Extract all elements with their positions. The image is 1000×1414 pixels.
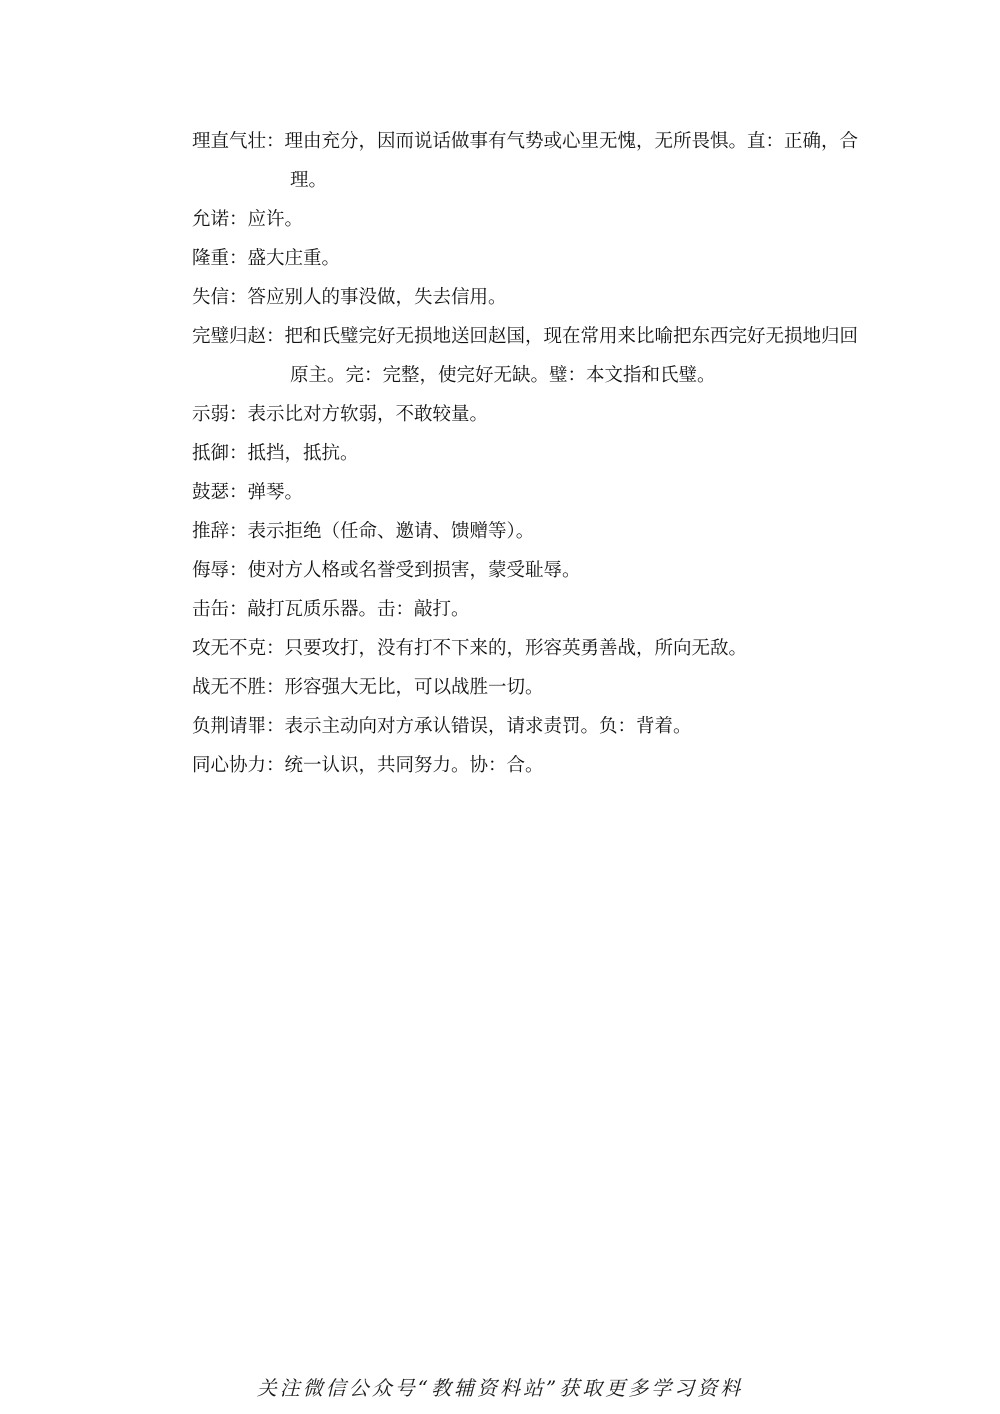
list-item: 战无不胜：形容强大无比，可以战胜一切。 — [192, 677, 544, 698]
list-item: 负荆请罪：表示主动向对方承认错误，请求责罚。负：背着。 — [192, 716, 692, 737]
list-item: 完璧归赵：把和氏璧完好无损地送回赵国，现在常用来比喻把东西完好无损地归回原主。完：完整，使完好无缺。璧：本文指和氏璧。 — [192, 326, 859, 386]
footer-promo-text: 关注微信公众号“教辅资料站”获取更多学习资料 — [256, 1376, 744, 1400]
term: 示弱 — [192, 404, 230, 425]
list-item: 侮辱：使对方人格或名誉受到损害，蒙受耻辱。 — [192, 560, 581, 581]
definition: 抵挡，抵抗。 — [247, 443, 359, 464]
definition: 表示主动向对方承认错误，请求责罚。负：背着。 — [284, 716, 692, 737]
term: 抵御 — [192, 443, 230, 464]
definition: 只要攻打，没有打不下来的，形容英勇善战，所向无敌。 — [284, 638, 748, 659]
term: 同心协力 — [192, 755, 267, 776]
term: 负荆请罪 — [192, 716, 267, 737]
list-item: 同心协力：统一认识，共同努力。协：合。 — [192, 755, 544, 776]
term: 鼓瑟 — [192, 482, 230, 503]
term: 允诺 — [192, 209, 230, 230]
glossary-list — [192, 122, 872, 785]
definition: 敲打瓦质乐器。击：敲打。 — [247, 599, 470, 620]
definition: 弹琴。 — [247, 482, 304, 503]
list-item: 示弱：表示比对方软弱，不敢较量。 — [192, 404, 489, 425]
list-item: 允诺：应许。 — [192, 209, 304, 230]
definition: 形容强大无比，可以战胜一切。 — [284, 677, 544, 698]
definition: 理由充分，因而说话做事有气势或心里无愧，无所畏惧。直：正确，合理。 — [284, 131, 859, 191]
term: 击缶 — [192, 599, 230, 620]
term: 战无不胜 — [192, 677, 267, 698]
definition: 盛大庄重。 — [247, 248, 341, 269]
list-item: 鼓瑟：弹琴。 — [192, 482, 304, 503]
list-item: 抵御：抵挡，抵抗。 — [192, 443, 359, 464]
term: 失信 — [192, 287, 230, 308]
term: 攻无不克 — [192, 638, 267, 659]
list-item: 理直气壮：理由充分，因而说话做事有气势或心里无愧，无所畏惧。直：正确，合理。 — [192, 131, 859, 191]
definition: 表示拒绝（任命、邀请、馈赠等）。 — [247, 521, 535, 542]
list-item: 隆重：盛大庄重。 — [192, 248, 341, 269]
definition: 使对方人格或名誉受到损害，蒙受耻辱。 — [247, 560, 581, 581]
definition: 应许。 — [247, 209, 304, 230]
term: 隆重 — [192, 248, 230, 269]
list-item: 击缶：敲打瓦质乐器。击：敲打。 — [192, 599, 470, 620]
definition: 表示比对方软弱，不敢较量。 — [247, 404, 489, 425]
term: 理直气壮 — [192, 131, 267, 152]
definition: 答应别人的事没做，失去信用。 — [247, 287, 507, 308]
term: 推辞 — [192, 521, 230, 542]
term: 侮辱 — [192, 560, 230, 581]
term: 完璧归赵 — [192, 326, 267, 347]
list-item: 失信：答应别人的事没做，失去信用。 — [192, 287, 507, 308]
definition: 统一认识，共同努力。协：合。 — [284, 755, 544, 776]
list-item: 攻无不克：只要攻打，没有打不下来的，形容英勇善战，所向无敌。 — [192, 638, 748, 659]
definition: 把和氏璧完好无损地送回赵国，现在常用来比喻把东西完好无损地归回原主。完：完整，使完好无缺。璧：本文指和氏璧。 — [284, 326, 859, 386]
list-item: 推辞：表示拒绝（任命、邀请、馈赠等）。 — [192, 521, 535, 542]
